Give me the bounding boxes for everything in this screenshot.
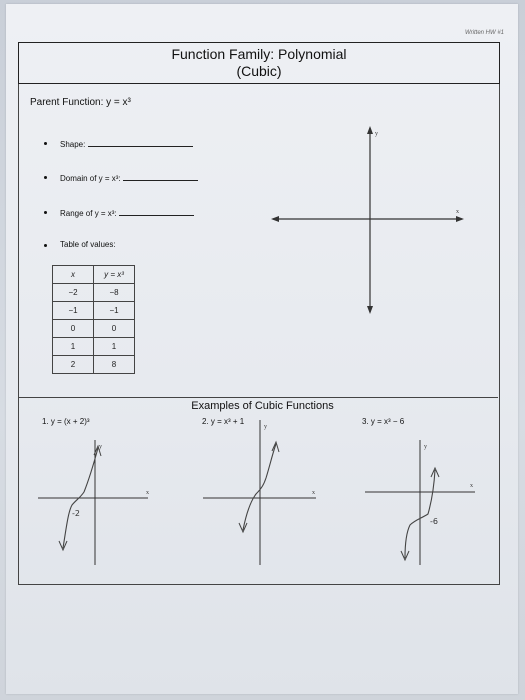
- example-2-label: 2. y = x³ + 1: [202, 417, 245, 426]
- table-cell: 2: [53, 356, 94, 374]
- parent-y-label: y: [375, 131, 378, 137]
- axis-label: x: [312, 490, 315, 496]
- table-header: y = x³: [94, 266, 135, 284]
- table-cell: 1: [94, 338, 135, 356]
- title-line-2: (Cubic): [236, 63, 282, 79]
- table-cell: 0: [94, 320, 135, 338]
- axis-label: y: [99, 444, 102, 450]
- table-header: x: [53, 266, 94, 284]
- example-3-label: 3. y = x³ − 6: [362, 417, 405, 426]
- table-cell: 0: [53, 320, 94, 338]
- table-cell: −8: [94, 284, 135, 302]
- title-line-1: Function Family: Polynomial: [171, 46, 347, 62]
- table-cell: 1: [53, 338, 94, 356]
- table-cell: −1: [53, 302, 94, 320]
- bullet-table: Table of values:: [60, 240, 116, 249]
- axis-label: y: [264, 424, 267, 430]
- parent-x-label: x: [456, 209, 459, 215]
- table-cell: 8: [94, 356, 135, 374]
- annotation-3: -6: [430, 517, 438, 526]
- annotation-1: -2: [72, 509, 80, 518]
- bullet-shape-label: Shape:: [60, 140, 86, 149]
- bullet-range-label: Range of y = x³:: [60, 209, 117, 218]
- axis-label: x: [146, 490, 149, 496]
- axis-label: x: [470, 483, 473, 489]
- bullet-domain-label: Domain of y = x³:: [60, 174, 121, 183]
- table-cell: −2: [53, 284, 94, 302]
- parent-function: Parent Function: y = x³: [30, 97, 131, 108]
- axis-label: y: [424, 444, 427, 450]
- table-cell: −1: [94, 302, 135, 320]
- examples-title: Examples of Cubic Functions: [191, 400, 334, 412]
- example-1-label: 1. y = (x + 2)³: [42, 417, 90, 426]
- header-note: Written HW #1: [464, 30, 504, 36]
